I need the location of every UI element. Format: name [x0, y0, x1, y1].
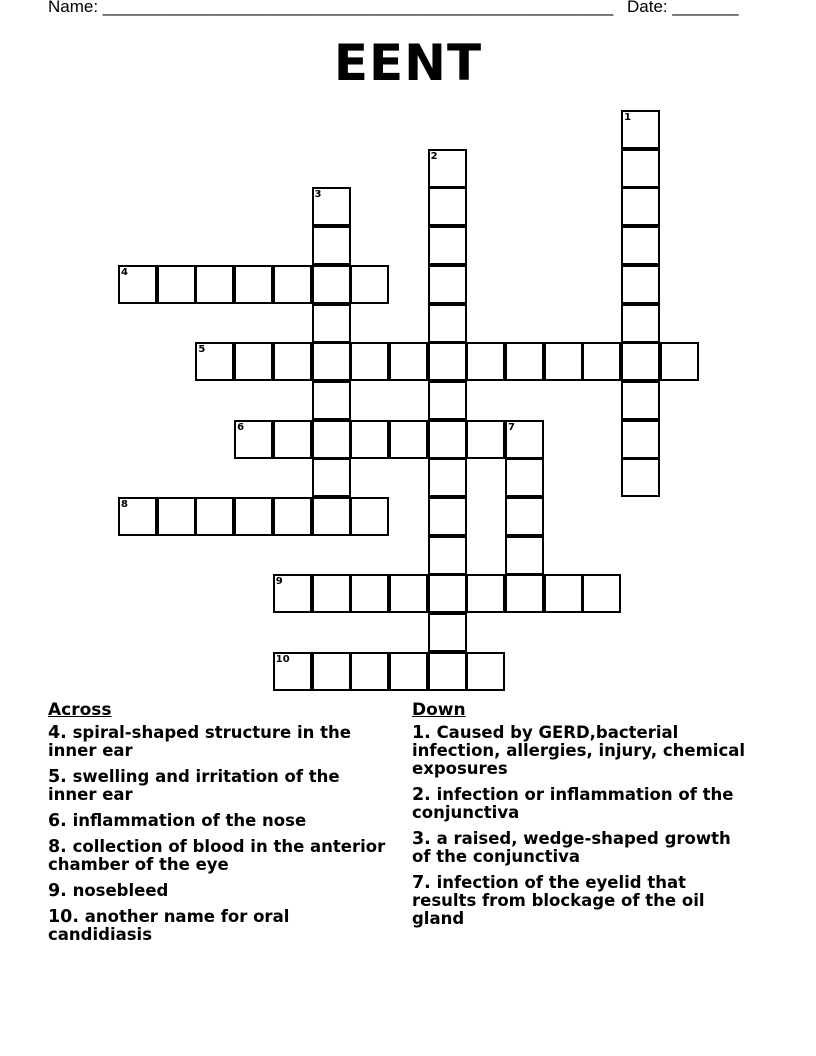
crossword-cell[interactable]	[428, 149, 467, 188]
clue-number: 9.	[48, 881, 67, 901]
crossword-cell[interactable]	[273, 342, 312, 381]
crossword-cell[interactable]	[621, 187, 660, 226]
crossword-cell[interactable]	[621, 381, 660, 420]
crossword-cell[interactable]	[273, 420, 312, 459]
clue-number: 7.	[412, 873, 431, 893]
crossword-cell[interactable]	[118, 497, 157, 536]
clue-number: 3.	[412, 829, 431, 849]
crossword-cell[interactable]	[234, 342, 273, 381]
crossword-cell[interactable]	[195, 342, 234, 381]
down-heading: Down	[412, 700, 466, 720]
crossword-cell[interactable]	[428, 342, 467, 381]
crossword-cell[interactable]	[466, 574, 505, 613]
crossword-cell[interactable]	[312, 265, 351, 304]
crossword-cell[interactable]	[195, 265, 234, 304]
crossword-cell[interactable]	[234, 265, 273, 304]
clue-text: spiral-shaped structure in the inner ear	[48, 723, 351, 760]
crossword-cell[interactable]	[350, 265, 389, 304]
crossword-cell[interactable]	[428, 574, 467, 613]
crossword-cell[interactable]	[389, 574, 428, 613]
cell-number: 1	[624, 112, 632, 123]
cell-number: 7	[508, 421, 515, 433]
cell-number: 2	[430, 150, 438, 162]
clue-text: infection of the eyelid that results from blockage of the oil gland	[412, 873, 705, 928]
crossword-cell[interactable]	[312, 226, 351, 265]
crossword-cell[interactable]	[350, 497, 389, 536]
crossword-cell[interactable]	[428, 497, 467, 536]
across-clue-8	[48, 838, 388, 874]
crossword-cell[interactable]	[544, 342, 583, 381]
crossword-cell[interactable]	[389, 652, 428, 691]
crossword-cell[interactable]	[621, 458, 660, 497]
crossword-cell[interactable]	[505, 420, 544, 459]
crossword-cell[interactable]	[505, 536, 544, 575]
crossword-cell[interactable]	[312, 458, 351, 497]
down-clue-1	[412, 724, 752, 778]
crossword-cell[interactable]	[428, 420, 467, 459]
crossword-cell[interactable]	[234, 420, 273, 459]
crossword-cell[interactable]	[505, 342, 544, 381]
clue-number: 4.	[48, 723, 67, 743]
clue-number: 5.	[48, 767, 67, 787]
crossword-cell[interactable]	[389, 342, 428, 381]
clue-text: inflammation of the nose	[72, 811, 307, 830]
crossword-cell[interactable]	[428, 226, 467, 265]
crossword-cell[interactable]	[312, 574, 351, 613]
crossword-cell[interactable]	[428, 652, 467, 691]
crossword-cell[interactable]	[350, 342, 389, 381]
crossword-cell[interactable]	[621, 420, 660, 459]
clue-text: Caused by GERD,bacterial infection, allergies, injury, chemical exposures	[412, 723, 746, 778]
crossword-cell[interactable]	[312, 420, 351, 459]
clue-text: swelling and irritation of the inner ear	[48, 767, 340, 804]
crossword-cell[interactable]	[312, 497, 351, 536]
crossword-cell[interactable]	[273, 497, 312, 536]
name-field-label: Name: ______________________________________________________	[48, 0, 614, 16]
cell-number: 4	[121, 266, 128, 278]
across-clue-5	[48, 768, 388, 804]
crossword-cell[interactable]	[621, 304, 660, 343]
crossword-cell[interactable]	[195, 497, 234, 536]
crossword-cell[interactable]	[544, 574, 583, 613]
crossword-cell[interactable]	[350, 652, 389, 691]
clue-number: 1.	[412, 723, 431, 743]
clue-number: 8.	[48, 837, 67, 857]
clue-number: 2.	[412, 785, 431, 805]
crossword-cell[interactable]	[505, 497, 544, 536]
across-clues	[48, 700, 388, 952]
crossword-cell[interactable]	[273, 574, 312, 613]
crossword-cell[interactable]	[312, 304, 351, 343]
crossword-cell[interactable]	[621, 265, 660, 304]
clue-text: a raised, wedge-shaped growth of the conjunctiva	[412, 829, 731, 866]
crossword-cell[interactable]	[157, 497, 196, 536]
crossword-cell[interactable]	[234, 497, 273, 536]
crossword-cell[interactable]	[157, 265, 196, 304]
crossword-cell[interactable]	[350, 420, 389, 459]
across-clue-10	[48, 908, 388, 944]
crossword-cell[interactable]	[466, 420, 505, 459]
down-clues	[412, 700, 752, 936]
crossword-cell[interactable]	[621, 110, 660, 149]
clue-text: collection of blood in the anterior chamber of the eye	[48, 837, 386, 874]
down-clue-2	[412, 786, 752, 822]
cell-number: 6	[237, 421, 245, 433]
page-title: EENT	[333, 34, 483, 92]
crossword-cell[interactable]	[428, 304, 467, 343]
crossword-cell[interactable]	[389, 420, 428, 459]
crossword-cell[interactable]	[273, 265, 312, 304]
down-clue-7	[412, 874, 752, 928]
clue-text: nosebleed	[72, 881, 169, 900]
crossword-cell[interactable]	[582, 342, 621, 381]
clue-number: 10.	[48, 907, 80, 927]
across-heading: Across	[48, 700, 112, 720]
crossword-cell[interactable]	[312, 652, 351, 691]
crossword-cell[interactable]	[582, 574, 621, 613]
date-field-label: Date: _______	[627, 0, 739, 16]
crossword-cell[interactable]	[505, 574, 544, 613]
across-clue-4	[48, 724, 388, 760]
crossword-cell[interactable]	[505, 458, 544, 497]
cell-number: 9	[275, 576, 283, 588]
crossword-cell[interactable]	[621, 226, 660, 265]
crossword-cell[interactable]	[428, 536, 467, 575]
cell-number: 3	[314, 189, 322, 201]
crossword-cell[interactable]	[428, 187, 467, 226]
cell-number: 5	[198, 344, 206, 356]
cell-number: 8	[121, 499, 128, 510]
clue-number: 6.	[48, 811, 67, 831]
crossword-cell[interactable]	[428, 458, 467, 497]
crossword-cell[interactable]	[466, 652, 505, 691]
crossword-cell[interactable]	[312, 342, 351, 381]
crossword-cell[interactable]	[312, 187, 351, 226]
crossword-cell[interactable]	[428, 265, 467, 304]
cell-number: 10	[275, 653, 290, 665]
across-clue-6	[48, 812, 388, 830]
crossword-cell[interactable]	[466, 342, 505, 381]
clue-text: another name for oral candidiasis	[48, 907, 290, 944]
down-clue-3	[412, 830, 752, 866]
crossword-cell[interactable]	[273, 652, 312, 691]
crossword-cell[interactable]	[118, 265, 157, 304]
crossword-cell[interactable]	[621, 149, 660, 188]
crossword-cell[interactable]	[312, 381, 351, 420]
crossword-cell[interactable]	[621, 342, 660, 381]
clue-text: infection or inflammation of the conjunctiva	[412, 785, 734, 822]
crossword-cell[interactable]	[660, 342, 699, 381]
crossword-cell[interactable]	[350, 574, 389, 613]
crossword-cell[interactable]	[428, 381, 467, 420]
crossword-cell[interactable]	[428, 613, 467, 652]
across-clue-9	[48, 882, 388, 900]
